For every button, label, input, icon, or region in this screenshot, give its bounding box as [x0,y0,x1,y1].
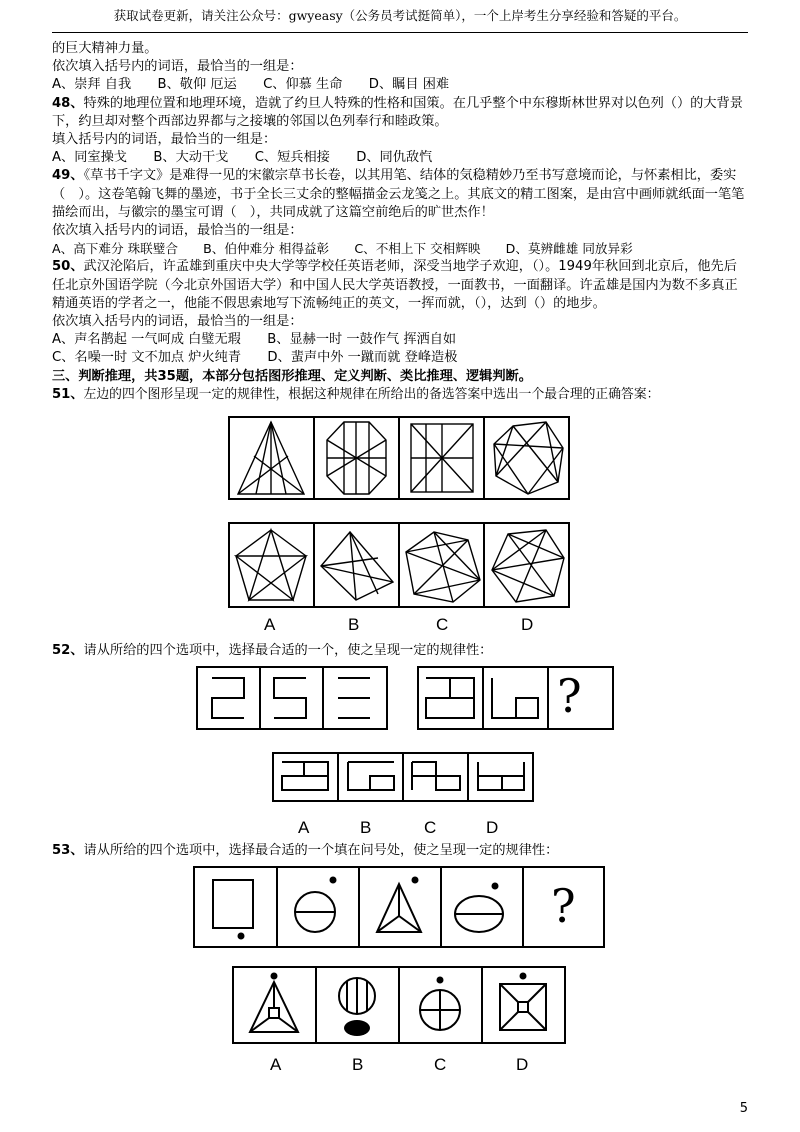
digit-5-shape [274,678,306,718]
option-b-label: B [348,615,360,634]
triangle-with-spokes [377,884,421,932]
page-number: 5 [739,1101,748,1116]
question-48 [52,95,748,131]
question-number: 51、 [52,386,84,402]
option-c-label: C [436,615,449,634]
options-line: A、声名鹊起 一气呵成 白璧无瑕 B、显赫一时 一鼓作气 挥洒自如 [52,332,457,348]
prompt-line: 填入括号内的词语，最恰当的一组是： [52,132,277,148]
option-c-polygon [406,532,480,602]
question-number: 53、 [52,843,84,858]
question-52-text [52,642,748,660]
prompt-line: 依次填入括号内的词语，最恰当的一组是： [52,314,303,330]
section-heading: 三、判断推理，共35题，本部分包括图形推理、定义判断、类比推理、逻辑判断。 [52,368,532,384]
header-divider [52,32,748,33]
triangle-figure [238,422,304,494]
option-d-square-x [500,984,546,1030]
octagon-figure [327,422,386,494]
option-a-label: A [298,818,310,837]
option-a-pentagon [236,530,306,600]
hexagon-figure [494,422,563,494]
options-line: A、同室操戈 B、大动干戈 C、短兵相接 D、同仇敌忾 [52,150,433,166]
q51-option-figures [228,522,570,608]
q53-given-figures [193,866,605,948]
option-c-shape [412,762,460,790]
question-mark-icon: ? [551,879,576,933]
option-a-shape [282,762,328,790]
question-text-block [52,40,748,404]
text-line: 依次填入括号内的词语，最恰当的一组是： [52,59,303,75]
option-d-label: D [516,1055,529,1074]
q53-option-figures [232,966,566,1044]
option-b-circle [339,978,375,1014]
option-b-shape [348,762,394,790]
question-stem: 《草书千字文》是难得一见的宋徽宗草书长卷，以其用笔、结体的気稳精妙乃至书写意境而论，与怀素相比，委实（ ）。这卷笔翰飞舞的墨迹，书于全长三丈余的整幅描金云龙笺之上。其底文的精工图案，是由宫中画师就纸面一笔笔描绘而出，与徽宗的墨宝可谓（ ），共同成就了这篇空前绝后的旷世杰作！ [52,168,745,220]
option-d-shape [478,762,524,790]
question-number: 49、 [52,168,84,184]
option-d-label: D [521,615,534,634]
digit-2-shape [212,678,244,718]
question-stem: 请从所给的四个选项中，选择最合适的一个填在问号处，使之呈现一定的规律性： [83,843,559,858]
question-stem: 特殊的地理位置和地理环境，造就了约旦人特殊的性格和国策。在几乎整个中东穆斯林世界对以色列（）的大背景下，约旦却对整个西部边界都与之接壤的邻国以色列奉行和睦政策。 [52,95,743,129]
question-number: 50、 [52,259,84,275]
q51-given-figures [228,416,570,500]
q52-given-figures [196,666,614,730]
option-b-quadrilateral [321,532,393,600]
question-stem: 武汉沦陷后，许孟雄到重庆中央大学等学校任英语老师，深受当地学子欢迎，（）。1949年秋回到北京后，他先后任北京外国语学院（今北京外国语大学）和中国人民大学英语教授，一面教书，一面翻译。许孟雄是国内为数不多真正精通英语的学者之一，他能不假思索地写下流畅纯正的英文，一挥而就，（），达到（）的地步。 [52,259,738,311]
q52-option-figures [272,752,534,802]
option-a-label: A [264,615,276,634]
options-line: A、崇拜 自我 B、敬仰 厄运 C、仰慕 生命 D、瞩目 困难 [52,77,450,93]
prompt-line: 依次填入括号内的词语，最恰当的一组是： [52,223,303,239]
option-d-hexagon [492,530,564,602]
circle-with-line [295,892,335,932]
option-c-circle-cross [420,990,460,1030]
question-50 [52,258,748,313]
ellipse-with-line [455,896,503,932]
option-a-triangle [250,982,298,1032]
option-d-label: D [486,818,499,837]
page-header: 获取试卷更新，请关注公众号：gwyeasy（公务员考试挺简单），一个上岸考生分享经验和答疑的平台。 [113,8,687,23]
options-line: A、高下难分 珠联璧合 B、伯仲难分 相得益彰 C、不相上下 交相辉映 D、莫辨雌雄 同放异彩 [52,241,633,257]
options-line: C、名噪一时 文不加点 炉火纯青 D、蜚声中外 一蹴而就 登峰造极 [52,350,458,366]
combined-shape-2 [492,678,538,718]
option-c-label: C [424,818,437,837]
question-mark-icon: ? [557,669,582,723]
question-51 [52,386,748,404]
question-stem: 左边的四个图形呈现一定的规律性，根据这种规律在所给出的备选答案中选出一个最合理的正确答案： [83,386,660,402]
option-c-label: C [434,1055,447,1074]
question-stem: 请从所给的四个选项中，选择最合适的一个，使之呈现一定的规律性： [83,643,493,658]
question-number: 48、 [52,95,84,111]
question-number: 52、 [52,643,84,658]
square-figure [411,424,473,492]
digit-3-shape [338,678,370,718]
text-line: 的巨大精神力量。 [52,41,158,56]
option-b-label: B [352,1055,364,1074]
question-53-text [52,842,748,860]
option-a-label: A [270,1055,282,1074]
combined-shape-1 [426,678,474,718]
option-b-label: B [360,818,372,837]
question-49 [52,167,748,222]
square-with-dot [213,880,253,928]
